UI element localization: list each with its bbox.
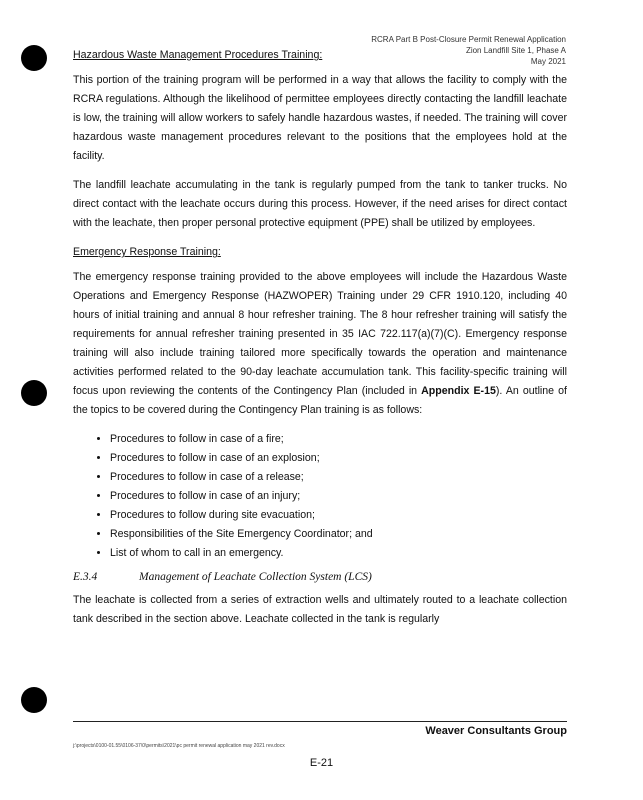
punch-hole [21, 687, 47, 713]
header-line: Zion Landfill Site 1, Phase A [465, 46, 566, 55]
text: ). An outline of the topics to be covered during the Contingency Plan training is as follows: [73, 385, 567, 416]
list-item: • Procedures to follow in case of a release; [110, 468, 567, 487]
section-heading: Hazardous Waste Management Procedures Training: [73, 49, 323, 61]
section-number: E.3.4 [73, 571, 98, 583]
paragraph: The leachate is collected from a series of extraction wells and ultimately routed to a leachate collection tank described in the section above. Leachate collected in the tank is regularly [73, 594, 567, 625]
header-line: May 2021 [530, 57, 566, 66]
list-item: • Procedures to follow in case of an injury; [110, 487, 567, 506]
list-item: • List of whom to call in an emergency. [110, 544, 567, 563]
list-item: • Procedures to follow in case of an explosion; [110, 449, 567, 468]
firm-name: Weaver Consultants Group [425, 725, 567, 737]
subsection-heading [73, 568, 567, 587]
section-title: Management of Leachate Collection System (LCS) [139, 571, 372, 583]
list-item: • Responsibilities of the Site Emergency Coordinator; and [110, 525, 567, 544]
section-heading: Emergency Response Training: [73, 246, 221, 258]
list-item: • Procedures to follow in case of a fire; [110, 430, 567, 449]
appendix-reference: Appendix E-15 [421, 385, 496, 397]
file-path: j:\projects\0100-01.55\0106-37\0\permits\2021\pc permit renewal application may 2021 rev.docx [73, 743, 285, 749]
topic-list [73, 430, 567, 563]
punch-hole [21, 45, 47, 71]
list-item: • Procedures to follow during site evacuation; [110, 506, 567, 525]
header-line: RCRA Part B Post-Closure Permit Renewal Application [371, 35, 566, 44]
paragraph: The landfill leachate accumulating in the tank is regularly pumped from the tank to tanker trucks. No direct contact with the leachate occurs during this process. However, if the need arises for direct contact with the leachate, then proper personal protective equipment (PPE) shall be utilized by employees. [73, 179, 567, 229]
paragraph [73, 268, 567, 420]
page-number: E-21 [309, 757, 334, 769]
paragraph: This portion of the training program will be performed in a way that allows the facility to comply with the RCRA regulations. Although the likelihood of permittee employees directly contacting the landfill leachate is low, the training will allow workers to safely handle hazardous wastes, if needed. The training will cover hazardous waste management procedures relevant to the positions that the employees hold at the facility. [73, 74, 567, 162]
footer-divider [73, 721, 567, 722]
document-body [73, 46, 567, 639]
text: The emergency response training provided to the above employees will include the Hazardous Waste Operations and Emergency Response (HAZWOPER) Training under 29 CFR 1910.120, including 40 hours of initial training and annual 8 hour refresher training. The 8 hour refresher training will satisfy the requirements for annual refresher training presented in 35 IAC 722.117(a)(7)(C). Emergency response training will also include training tailored more specifically towards the operation and maintenance activities performed related to the 90-day leachate accumulation tank. This facility-specific training will focus upon reviewing the contents of the Contingency Plan (included in [73, 271, 567, 397]
punch-hole [21, 380, 47, 406]
